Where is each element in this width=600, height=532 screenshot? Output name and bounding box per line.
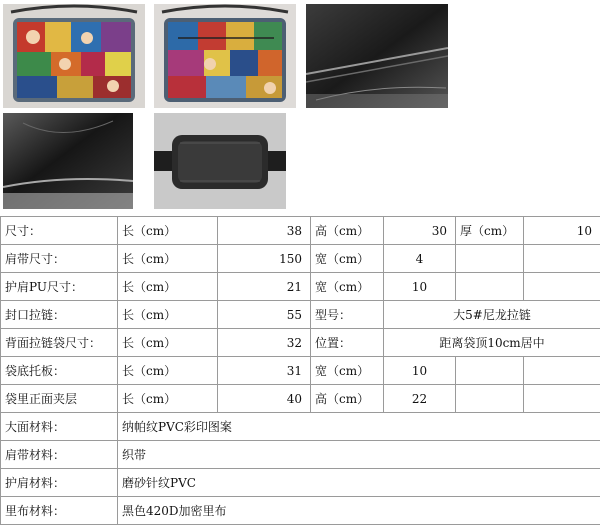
- pad-material-label: 护肩材料：: [1, 469, 118, 497]
- strap-width-label: 宽（cm）: [311, 245, 384, 273]
- pad-label: 护肩PU尺寸：: [1, 273, 118, 301]
- back-zip-position-value: 距离袋顶10cm居中: [384, 329, 600, 357]
- back-zip-row: [1, 329, 600, 357]
- product-photos: [0, 0, 600, 216]
- strap-length-label: 长（cm）: [118, 245, 218, 273]
- lining-material-row: [1, 497, 600, 525]
- base-length-value: 31: [218, 357, 311, 385]
- base-width-value: 10: [384, 357, 456, 385]
- strap-material-label: 肩带材料：: [1, 441, 118, 469]
- inner-label: 袋里正面夹层: [1, 385, 118, 413]
- pad-width-label: 宽（cm）: [311, 273, 384, 301]
- zipper-type-value: 大5#尼龙拉链: [384, 301, 600, 329]
- pad-width-value: 10: [384, 273, 456, 301]
- pad-length-value: 21: [218, 273, 311, 301]
- shoulder-pad-photo: [154, 113, 286, 209]
- spec-table: [0, 216, 600, 525]
- strap-width-value: 4: [384, 245, 456, 273]
- bag-lining-photo: [306, 4, 448, 108]
- base-label: 袋底托板：: [1, 357, 118, 385]
- inner-height-value: 22: [384, 385, 456, 413]
- main-material-value: 纳帕纹PVC彩印图案: [118, 413, 600, 441]
- bag-front-photo: [3, 4, 145, 108]
- pad-material-row: [1, 469, 600, 497]
- base-row: [1, 357, 600, 385]
- back-zip-label: 背面拉链袋尺寸：: [1, 329, 118, 357]
- back-zip-length-label: 长（cm）: [118, 329, 218, 357]
- strap-material-row: [1, 441, 600, 469]
- zipper-length-value: 55: [218, 301, 311, 329]
- zipper-row: [1, 301, 600, 329]
- pad-length-label: 长（cm）: [118, 273, 218, 301]
- inner-length-value: 40: [218, 385, 311, 413]
- zipper-label: 封口拉链：: [1, 301, 118, 329]
- bag-back-photo: [154, 4, 296, 108]
- size-length-label: 长（cm）: [118, 217, 218, 245]
- strap-material-value: 织带: [118, 441, 600, 469]
- inner-height-label: 高（cm）: [311, 385, 384, 413]
- zipper-length-label: 长（cm）: [118, 301, 218, 329]
- strap-length-value: 150: [218, 245, 311, 273]
- main-material-label: 大面材料：: [1, 413, 118, 441]
- base-length-label: 长（cm）: [118, 357, 218, 385]
- size-label: 尺寸：: [1, 217, 118, 245]
- pad-row: [1, 273, 600, 301]
- pad-material-value: 磨砂针纹PVC: [118, 469, 600, 497]
- lining-material-value: 黑色420D加密里布: [118, 497, 600, 525]
- zipper-type-label: 型号：: [311, 301, 384, 329]
- size-row: [1, 217, 600, 245]
- back-zip-position-label: 位置：: [311, 329, 384, 357]
- size-height-label: 高（cm）: [311, 217, 384, 245]
- inner-length-label: 长（cm）: [118, 385, 218, 413]
- bag-lining-closeup-photo: [3, 113, 133, 209]
- lining-material-label: 里布材料：: [1, 497, 118, 525]
- back-zip-length-value: 32: [218, 329, 311, 357]
- strap-row: [1, 245, 600, 273]
- size-thickness-value: 10: [524, 217, 600, 245]
- main-material-row: [1, 413, 600, 441]
- size-length-value: 38: [218, 217, 311, 245]
- strap-label: 肩带尺寸：: [1, 245, 118, 273]
- size-height-value: 30: [384, 217, 456, 245]
- inner-row: [1, 385, 600, 413]
- size-thickness-label: 厚（cm）: [456, 217, 524, 245]
- base-width-label: 宽（cm）: [311, 357, 384, 385]
